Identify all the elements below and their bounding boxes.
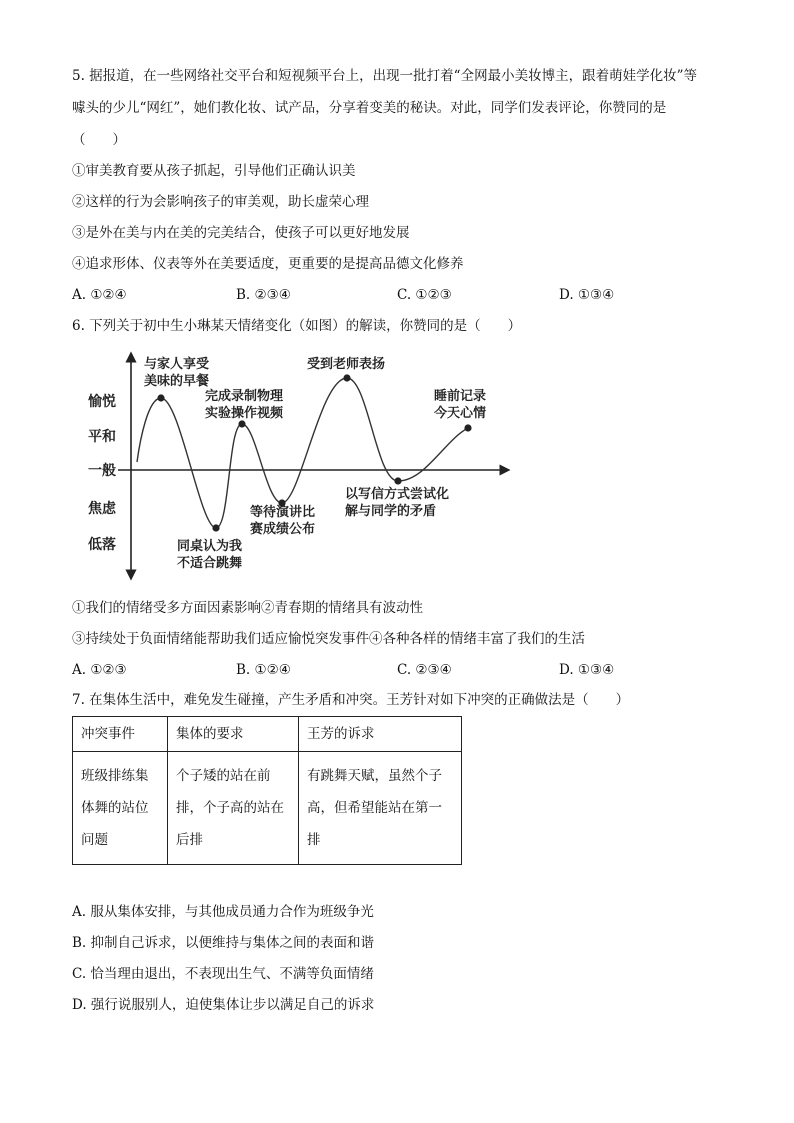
q5-stem-line1: 5. 据报道，在一些网络社交平台和短视频平台上，出现一批打着“全网最小美妆博主，跟着萌娃学化妆”等 bbox=[72, 68, 697, 84]
table-header-cell: 集体的要求 bbox=[168, 717, 299, 752]
q5-option-c[interactable]: C. ①②③ bbox=[397, 287, 452, 303]
curve-point bbox=[238, 420, 245, 427]
annotation-line: 同桌认为我 bbox=[177, 539, 243, 554]
q5-item-3: ③是外在美与内在美的完美结合，使孩子可以更好地发展 bbox=[72, 225, 410, 241]
q7-option-a[interactable]: A. 服从集体安排，与其他成员通力合作为班级争光 bbox=[72, 904, 374, 920]
annotation-line: 等待演讲比 bbox=[250, 505, 316, 520]
q5-option-a[interactable]: A. ①②④ bbox=[72, 287, 127, 303]
q7-option-d[interactable]: D. 强行说服别人，迫使集体让步以满足自己的诉求 bbox=[72, 997, 375, 1013]
q6-option-c[interactable]: C. ②③④ bbox=[397, 662, 452, 678]
table-row bbox=[73, 752, 462, 865]
q6-option-d[interactable]: D. ①③④ bbox=[559, 662, 615, 678]
curve-annotations bbox=[144, 356, 486, 571]
y-tick-label: 一般 bbox=[88, 463, 116, 479]
table-cell: 班级排练集体舞的站位问题 bbox=[73, 752, 168, 865]
curve-point bbox=[464, 424, 471, 431]
q5-item-2: ②这样的行为会影响孩子的审美观，助长虚荣心理 bbox=[72, 194, 369, 210]
y-tick-label: 焦虑 bbox=[88, 501, 116, 517]
q5-stem-line2: 噱头的少儿“网红”，她们教化妆、试产品，分享着变美的秘诀。对此，同学们发表评论，你赞同的是 bbox=[72, 100, 667, 116]
table-cell: 有跳舞天赋，虽然个子高，但希望能站在第一排 bbox=[299, 752, 462, 865]
q6-option-b[interactable]: B. ①②④ bbox=[236, 662, 291, 678]
annotation-line: 受到老师表扬 bbox=[307, 357, 386, 372]
annotation-line: 赛成绩公布 bbox=[250, 522, 316, 537]
annotation-line: 以写信方式尝试化 bbox=[345, 487, 450, 502]
annotation-line: 睡前记录 bbox=[434, 389, 487, 404]
curve-point bbox=[343, 374, 350, 381]
annotation-line: 与家人享受 bbox=[144, 357, 210, 372]
table-cell: 个子矮的站在前排，个子高的站在后排 bbox=[168, 752, 299, 865]
q7-option-b[interactable]: B. 抑制自己诉求，以便维持与集体之间的表面和谐 bbox=[72, 935, 375, 951]
table-header-cell: 冲突事件 bbox=[73, 717, 168, 752]
annotation-line: 不适合跳舞 bbox=[177, 556, 243, 571]
q6-options bbox=[72, 660, 732, 680]
q7-stem: 7. 在集体生活中，难免发生碰撞，产生矛盾和冲突。王芳针对如下冲突的正确做法是（ ） bbox=[72, 692, 630, 708]
curve-point bbox=[157, 394, 164, 401]
curve-point bbox=[212, 524, 219, 531]
q6-stem: 6. 下列关于初中生小琳某天情绪变化（如图）的解读，你赞同的是（ ） bbox=[72, 318, 522, 334]
annotation-line: 实验操作视频 bbox=[205, 406, 284, 421]
annotation-line: 解与同学的矛盾 bbox=[345, 504, 437, 519]
q6-option-a[interactable]: A. ①②③ bbox=[72, 662, 127, 678]
table-header-row bbox=[73, 717, 462, 752]
annotation-line: 今天心情 bbox=[434, 406, 487, 421]
y-tick-label: 愉悦 bbox=[88, 394, 116, 410]
q5-option-b[interactable]: B. ②③④ bbox=[236, 287, 291, 303]
table-header-cell: 王芳的诉求 bbox=[299, 717, 462, 752]
q6-items-line1: ①我们的情绪受多方面因素影响②青春期的情绪具有波动性 bbox=[72, 600, 423, 616]
conflict-table bbox=[72, 716, 462, 865]
q7-option-c[interactable]: C. 恰当理由退出，不表现出生气、不满等负面情绪 bbox=[72, 966, 374, 982]
q5-option-d[interactable]: D. ①③④ bbox=[559, 287, 615, 303]
curve-point bbox=[394, 477, 401, 484]
q5-item-1: ①审美教育要从孩子抓起，引导他们正确认识美 bbox=[72, 163, 356, 179]
annotation-line: 美味的早餐 bbox=[144, 374, 210, 389]
q5-item-4: ④追求形体、仪表等外在美要适度，更重要的是提高品德文化修养 bbox=[72, 256, 464, 272]
y-tick-labels bbox=[87, 393, 117, 553]
y-tick-label: 低落 bbox=[88, 537, 116, 553]
q6-items-line2: ③持续处于负面情绪能帮助我们适应愉悦突发事件④各种各样的情绪丰富了我们的生活 bbox=[72, 631, 585, 647]
annotation-line: 完成录制物理 bbox=[205, 389, 284, 404]
q5-answer-blank: （ ） bbox=[72, 132, 126, 148]
y-tick-label: 平和 bbox=[88, 429, 116, 445]
